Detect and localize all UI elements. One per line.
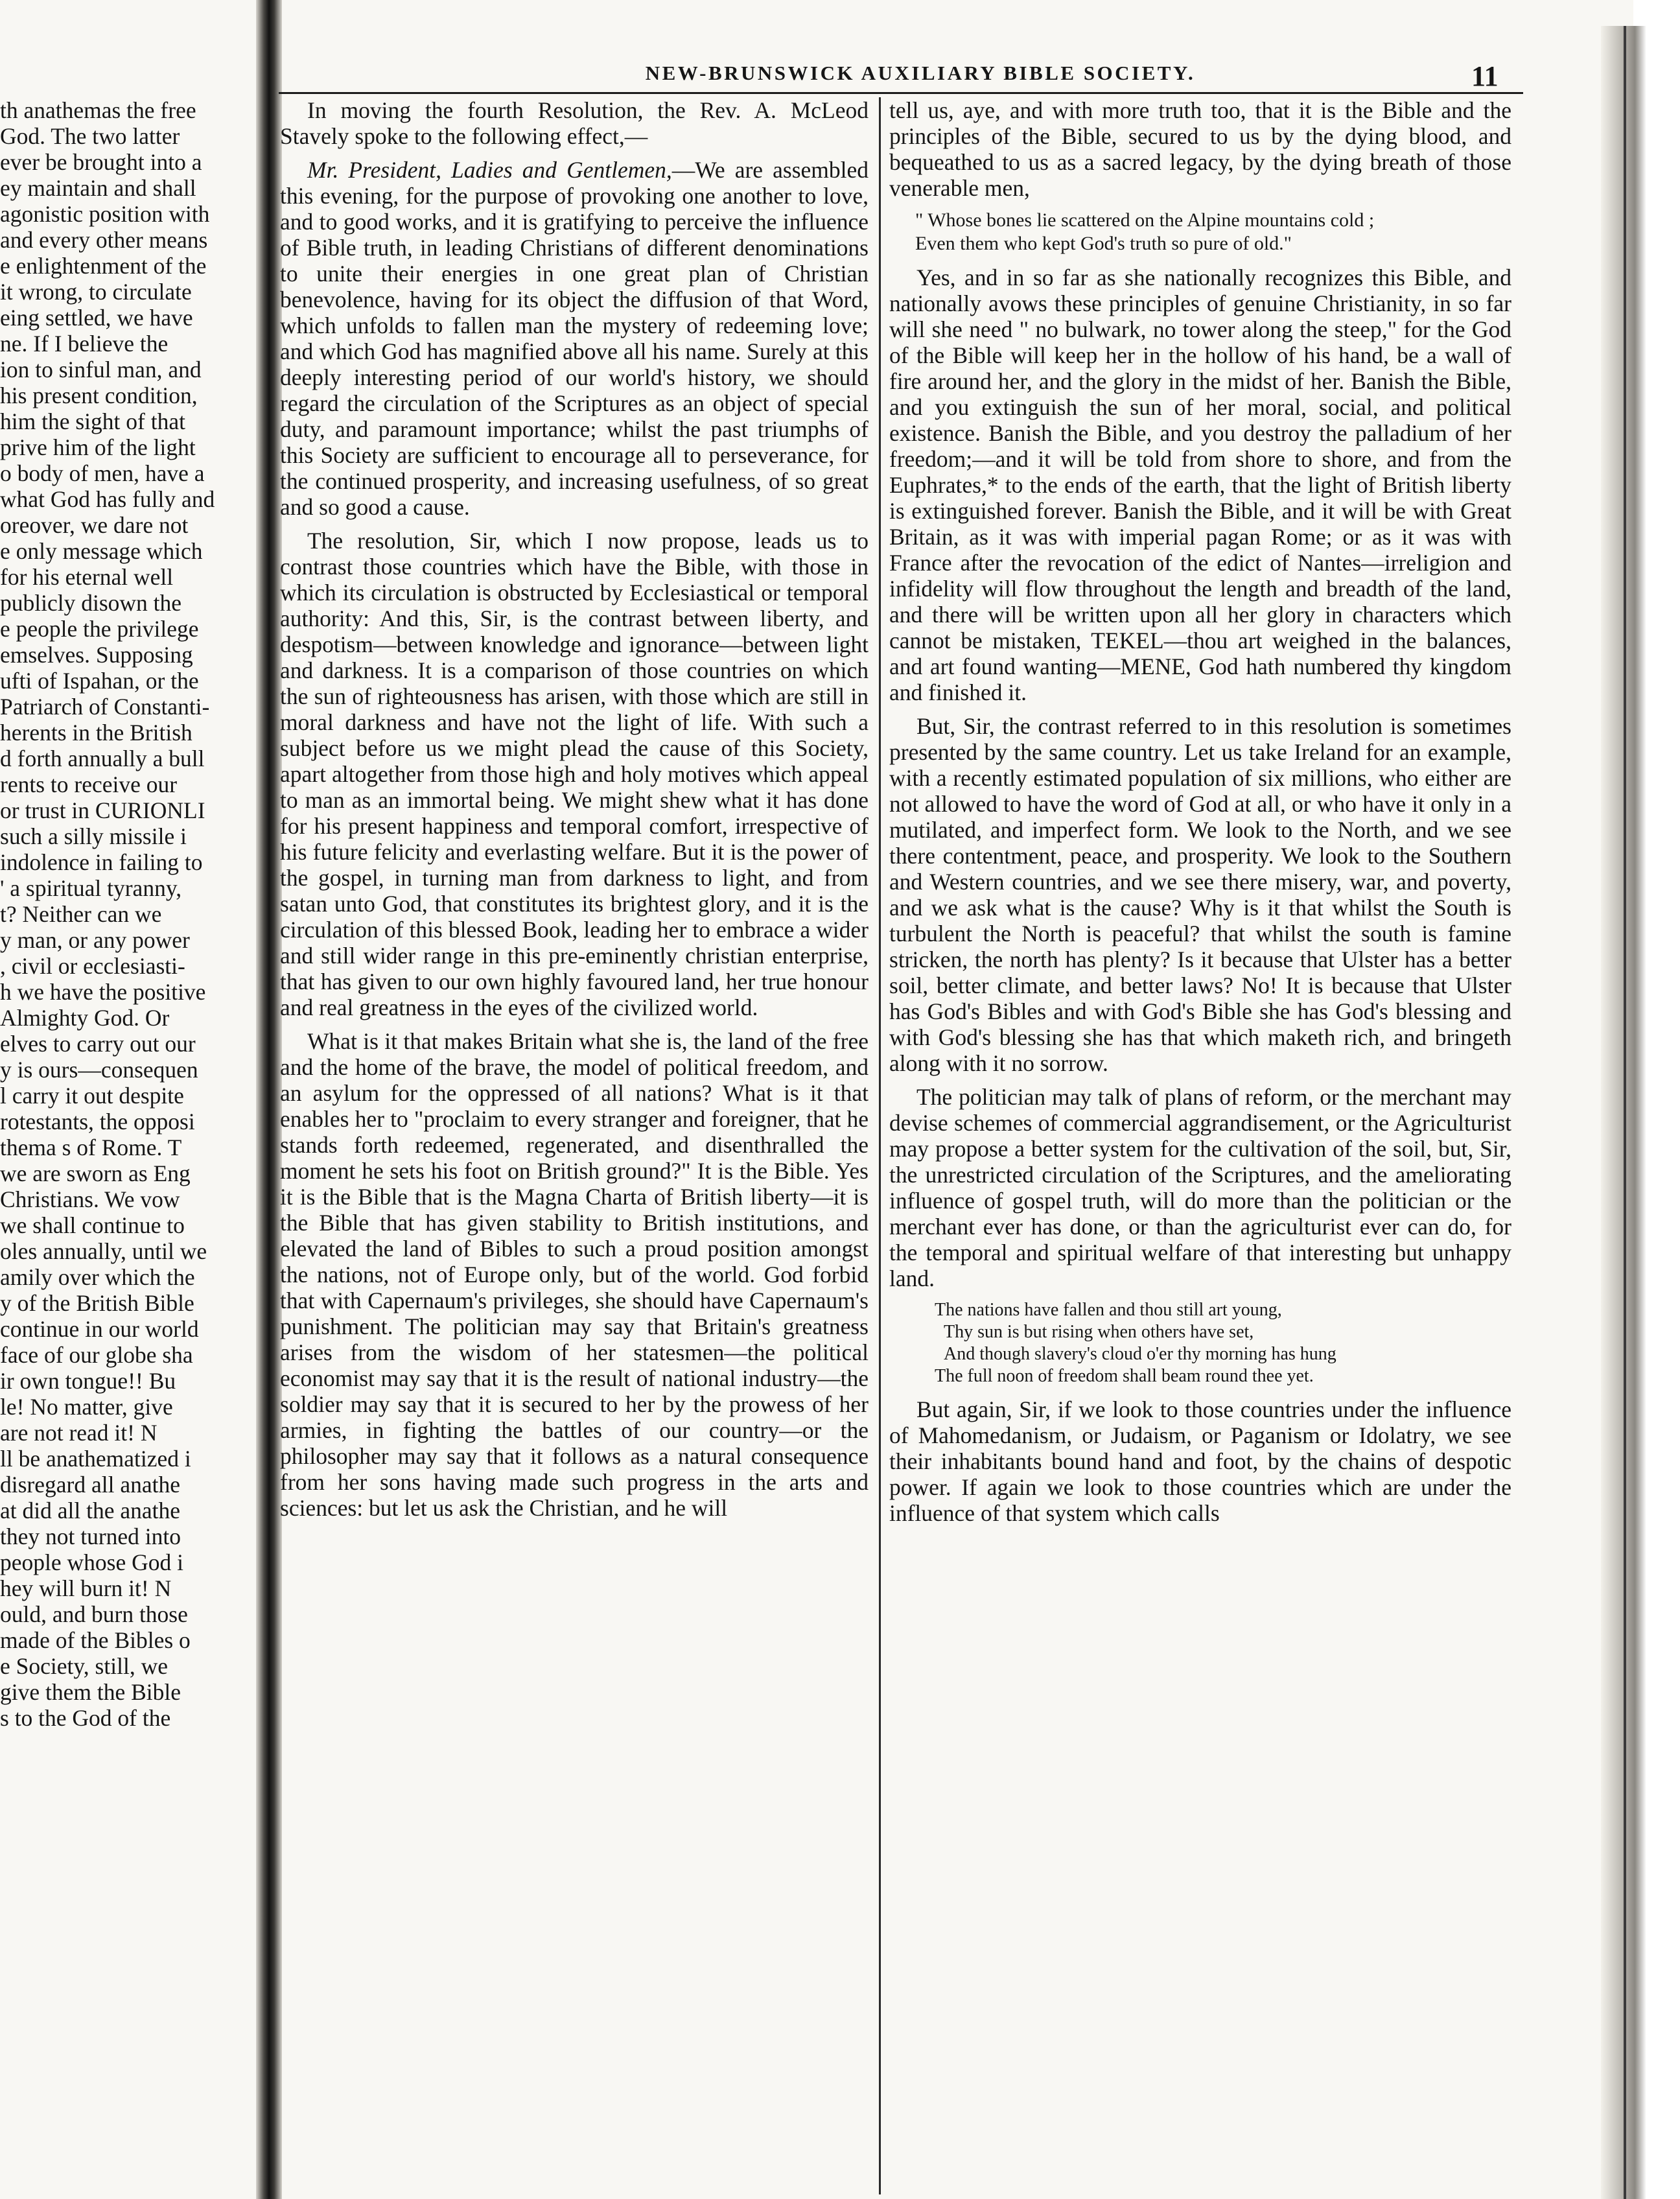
running-title: NEW-BRUNSWICK AUXILIARY BIBLE SOCIETY.	[645, 62, 1196, 84]
fragment-line: s to the God of the	[0, 1705, 171, 1731]
fragment-line: amily over which the	[0, 1264, 195, 1290]
intro-paragraph: In moving the fourth Resolution, the Rev. A. McLeod Stavely spoke to the following effect,—	[280, 97, 869, 149]
fragment-line: y of the British Bible	[0, 1290, 194, 1316]
quote-line: " Whose bones lie scattered on the Alpine mountains cold ;	[915, 209, 1375, 231]
quote-line: Even them who kept God's truth so pure of old."	[915, 233, 1292, 254]
poem	[935, 1299, 1511, 1387]
fragment-line: y is ours—consequen	[0, 1057, 198, 1083]
column-divider	[879, 97, 881, 2194]
fragment-line: people whose God i	[0, 1549, 183, 1575]
fragment-line: hey will burn it! N	[0, 1575, 172, 1601]
fragment-line: his present condition,	[0, 382, 198, 408]
fragment-line: ne. If I believe the	[0, 331, 169, 357]
address-paragraph	[280, 157, 869, 520]
left-page-fragment-column	[0, 97, 256, 1731]
fragment-line: ll be anathematized i	[0, 1446, 191, 1472]
fragment-line: e Society, still, we	[0, 1653, 168, 1679]
fragment-line: rents to receive our	[0, 771, 178, 797]
fragment-line: , civil or ecclesiasti-	[0, 953, 185, 979]
alpine-quote	[915, 209, 1511, 255]
fragment-line: Christians. We vow	[0, 1186, 180, 1212]
fragment-line: oreover, we dare not	[0, 512, 189, 538]
fragment-line: agonistic position with	[0, 201, 210, 227]
fragment-line: ever be brought into a	[0, 149, 202, 175]
fragment-line: it wrong, to circulate	[0, 279, 192, 305]
fragment-line: Almighty God. Or	[0, 1005, 170, 1031]
fragment-line: we are sworn as Eng	[0, 1160, 191, 1186]
fragment-line: ir own tongue!! Bu	[0, 1368, 176, 1394]
poem-line: The full noon of freedom shall beam round thee yet.	[935, 1366, 1314, 1386]
fragment-line: emselves. Supposing	[0, 642, 193, 668]
fragment-line: thema s of Rome. T	[0, 1135, 182, 1160]
fragment-line: him the sight of that	[0, 408, 185, 434]
fragment-line: and every other means	[0, 227, 208, 253]
paragraph-banish: Yes, and in so far as she nationally recognizes this Bible, and nationally avows these principles of genuine Christianity, in so far will she need " no bulwark, no tower along the steep," for the God of the Bible will keep her in the hollow of his hand, be a wall of fire around her, and the glory in the midst of her. Banish the Bible, and you extinguish the sun of her moral, social, and political existence. Banish the Bible, and you destroy the palladium of her freedom;—and it will be told from shore to shore, and from the Euphrates,* to the ends of the earth, that the light of British liberty is extinguished forever. Banish the Bible, and it will be with Great Britain, as it was with imperial pagan Rome; or as it was with France after the revocation of the edict of Nantes—irreligion and infidelity will flow throughout the length and breadth of the land, and there will be written upon all her glory in characters which cannot be mistaken, TEKEL—thou art weighed in the balances, and art found wanting—MENE, God hath numbered thy kingdom and finished it.	[889, 265, 1511, 705]
paragraph-ireland: But, Sir, the contrast referred to in this resolution is sometimes presented by the same country. Let us take Ireland for an example, with a recently estimated population of six millions, who either are not allowed to have the word of God at all, or who have it only in a mutilated, and imperfect form. We look to the North, and we see there contentment, peace, and prosperity. We look to the Southern and Western countries, and we see there misery, war, and poverty, and we ask what is the cause? Why is it that whilst the South is turbulent the North is peaceful? that whilst the south is famine stricken, the north has plenty? Is it because that Ulster has a better soil, better climate, and better laws? No! It is because that Ulster has God's Bibles and with God's Bible she has God's blessing and with God's blessing she has that which maketh rich, and bringeth along with it no sorrow.	[889, 713, 1511, 1076]
fragment-line: disregard all anathe	[0, 1472, 180, 1498]
fragment-line: for his eternal well	[0, 564, 174, 590]
poem-line: Thy sun is but rising when others have set,	[944, 1322, 1254, 1342]
poem-line: The nations have fallen and thou still art young,	[935, 1300, 1282, 1320]
fragment-line: at did all the anathe	[0, 1498, 180, 1523]
paragraph-again: But again, Sir, if we look to those countries under the influence of Mahomedanism, or Judaism, or Paganism or Idolatry, we see their inhabitants bound hand and foot, by the chains of despotic power. If again we look to those countries which are under the influence of that system which calls	[889, 1396, 1511, 1526]
fragment-line: ufti of Ispahan, or the	[0, 668, 199, 694]
fragment-line: publicly disown the	[0, 590, 182, 616]
right-column	[889, 97, 1511, 1534]
fragment-line: l carry it out despite	[0, 1083, 184, 1109]
paragraph-britain: What is it that makes Britain what she is, the land of the free and the home of the brave, the model of political freedom, and an asylum for the oppressed of all nations? What is it that enables her to "proclaim to every stranger and foreigner, that he stands forth redeemed, regenerated, and disenthralled the moment he sets his foot on British ground?" It is the Bible. Yes it is the Bible that is the Magna Charta of British liberty—it is the Bible that has given stability to British institutions, and elevated the land of Bibles to such a proud position amongst the nations, not of Europe only, but of the world. God forbid that with Capernaum's privileges, she should have Capernaum's punishment. The politician may say that Britain's greatness arises from the wisdom of her statesmen—the political economist may say that it is the result of national industry—the soldier may say that it is secured to her by the prowess of her armies, in fighting the battles of our country—or the philosopher may say that it follows as a natural consequence from her sons having made such progress in the arts and sciences: but let us ask the Christian, and he will	[280, 1028, 869, 1521]
fragment-line: le! No matter, give	[0, 1394, 173, 1420]
paragraph-text: —We are assembled this evening, for the purpose of provoking one another to love, and to good works, and it is gratifying to perceive the influence of Bible truth, in leading Christians of different denominations to unite their energies in one great plan of Christian benevolence, having for its object the diffusion of that Word, which unfolds to fallen man the mystery of redeeming love; and which God has magnified above all his name. Surely at this deeply interesting period of our world's history, we should regard the circulation of the Scriptures as an object of special duty, and paramount importance; whilst the past triumphs of this Society are sufficient to encourage all to perseverance, for the continued prosperity, and increasing usefulness, of so great and so good a cause.	[280, 157, 869, 520]
fragment-line: th anathemas the free	[0, 97, 196, 123]
fragment-line: herents in the British	[0, 720, 192, 746]
fragment-line: d forth annually a bull	[0, 746, 205, 771]
fragment-line: made of the Bibles o	[0, 1627, 191, 1653]
fragment-line: e people the privilege	[0, 616, 199, 642]
fragment-line: God. The two latter	[0, 123, 180, 149]
fragment-line: ' a spiritual tyranny,	[0, 875, 182, 901]
fragment-line: they not turned into	[0, 1523, 181, 1549]
fragment-line: face of our globe sha	[0, 1342, 193, 1368]
paragraph-resolution: The resolution, Sir, which I now propose, leads us to contrast those countries which have the Bible, with those in which its circulation is obstructed by Ecclesiastical or temporal authority: And this, Sir, is the contrast between liberty, and despotism—between knowledge and ignorance—between light and darkness. It is a comparison of those countries on which the sun of righteousness has arisen, with those which are still in moral darkness and have not the light of life. With such a subject before us we might plead the cause of this Society, apart altogether from those high and holy motives which appeal to man as an immortal being. We might shew what it has done for his present happiness and temporal comfort, irrespective of his future felicity and everlasting welfare. But it is the power of the gospel, in turning man from darkness to light, and from satan unto God, that constitutes its brightest glory, and it is the circulation of this blessed Book, leading her to embrace a wider and still wider range in this pre-eminently christian enterprise, that has given to our own highly favoured land, her true honour and real greatness in the eyes of the civilized world.	[280, 528, 869, 1020]
fragment-line: t? Neither can we	[0, 901, 162, 927]
book-gutter	[256, 0, 282, 2199]
fragment-line: indolence in failing to	[0, 849, 203, 875]
fragment-line: rotestants, the opposi	[0, 1109, 195, 1135]
fragment-line: give them the Bible	[0, 1679, 181, 1705]
fragment-line: are not read it! N	[0, 1420, 158, 1446]
fragment-line: h we have the positive	[0, 979, 206, 1005]
fragment-line: continue in our world	[0, 1316, 199, 1342]
fragment-line: what God has fully and	[0, 486, 215, 512]
header-rule	[279, 92, 1523, 94]
poem-line: And though slavery's cloud o'er thy morning has hung	[944, 1344, 1336, 1364]
salutation: Mr. President, Ladies and Gentlemen,	[307, 157, 672, 183]
fragment-line: ould, and burn those	[0, 1601, 188, 1627]
fragment-line: eing settled, we have	[0, 305, 193, 331]
paragraph-politician: The politician may talk of plans of reform, or the merchant may devise schemes of commercial aggrandisement, or the Agriculturist may propose a better system for the cultivation of the soil, but, Sir, the unrestricted circulation of the Scriptures, and the ameliorating influence of gospel truth, will do more than the politician or the merchant ever has done, or than the agriculturist ever can do, for the temporal and spiritual welfare of that interesting but unhappy land.	[889, 1084, 1511, 1291]
page-number: 11	[1471, 60, 1499, 92]
fragment-line: such a silly missile i	[0, 823, 187, 849]
fragment-line: Patriarch of Constanti-	[0, 694, 210, 720]
fragment-line: elves to carry out our	[0, 1031, 196, 1057]
fragment-line: e enlightenment of the	[0, 253, 207, 279]
fragment-line: ey maintain and shall	[0, 175, 196, 201]
fragment-line: e only message which	[0, 538, 203, 564]
fragment-line: we shall continue to	[0, 1212, 185, 1238]
paragraph-continued: tell us, aye, and with more truth too, that it is the Bible and the principles of the Bible, secured to us by the dying blood, and bequeathed to us as a sacred legacy, by the dying breath of those venerable men,	[889, 97, 1511, 201]
middle-column	[280, 97, 869, 1529]
fragment-line: ion to sinful man, and	[0, 357, 202, 382]
fragment-line: or trust in CURIONLI	[0, 797, 205, 823]
fragment-line: o body of men, have a	[0, 460, 205, 486]
fragment-line: y man, or any power	[0, 927, 190, 953]
fragment-line: prive him of the light	[0, 434, 196, 460]
fragment-line: oles annually, until we	[0, 1238, 207, 1264]
page-edge-line	[1624, 26, 1626, 2199]
